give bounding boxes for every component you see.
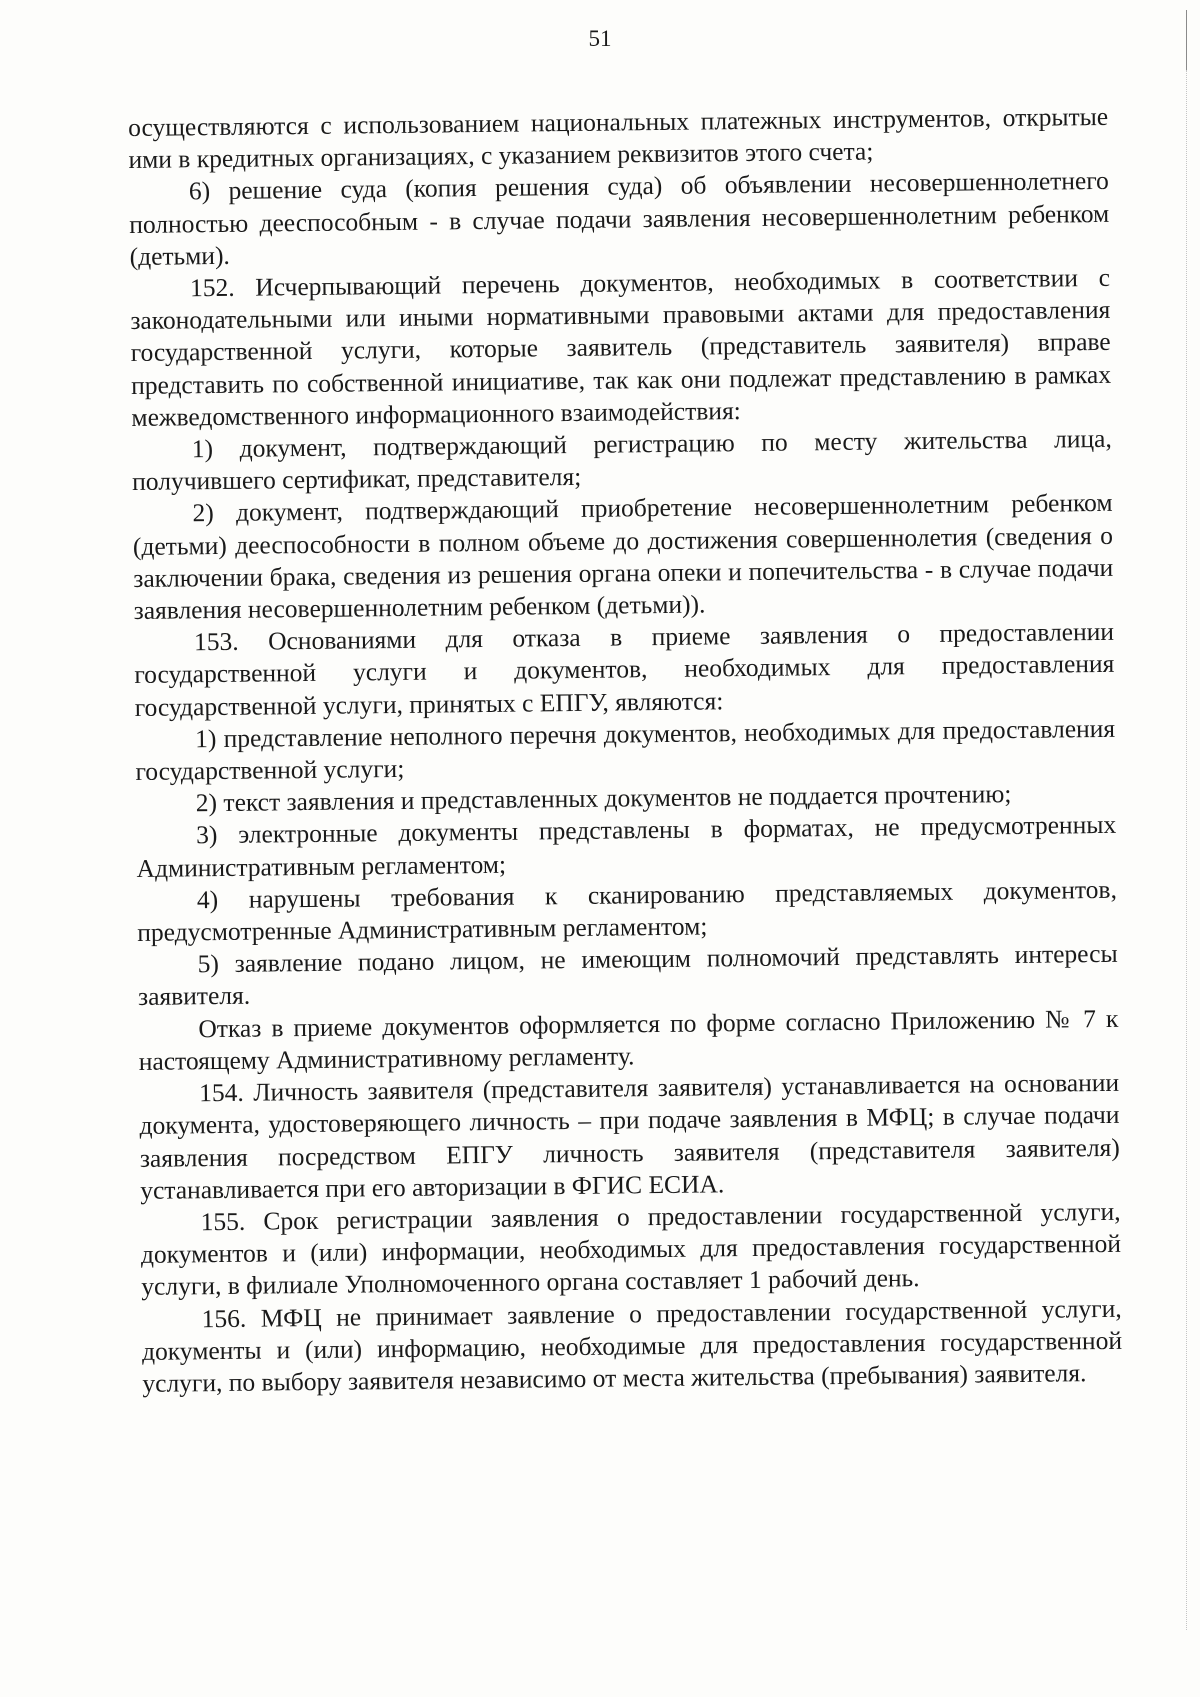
paragraph: 2) документ, подтверждающий приобретение несовершеннолетним ребенком (детьми) дееспособности в полном объеме до достижения совершеннолетия (сведения о заключении брака, сведения из решения органа опеки и попечительства - в случае подачи заявления несовершеннолетним ребенком (детьми)). — [132, 488, 1114, 626]
document-body — [128, 101, 1123, 1400]
paragraph: 155. Срок регистрации заявления о предоставлении государственной услуги, документов и (или) информации, необходимых для предоставления государственной услуги, в филиале Уполномоченного органа составляет 1 рабочий день. — [140, 1196, 1122, 1302]
paragraph: 153. Основаниями для отказа в приеме заявления о предоставлении государственной услуги и документов, необходимых для предоставления государственной услуги, принятых с ЕПГУ, являются: — [134, 617, 1115, 722]
scan-edge-dots — [1186, 70, 1187, 1630]
paragraph: 156. МФЦ не принимает заявление о предоставлении государственной услуги, документы и (или) информацию, необходимые для предоставления государственной услуги, по выбору заявителя независимо от места жительства (пребывания) заявителя. — [141, 1293, 1123, 1398]
paragraph: 1) документ, подтверждающий регистрацию по месту жительства лица, получившего сертификат, представителя; — [132, 423, 1112, 497]
paragraph: 3) электронные документы представлены в форматах, не предусмотренных Административным регламентом; — [136, 810, 1117, 883]
paragraph: 6) решение суда (копия решения суда) об объявлении несовершеннолетнего полностью дееспособным - в случае подачи заявления несовершеннолетним ребенком (детьми). — [129, 166, 1110, 271]
page-number: 51 — [588, 26, 612, 51]
paragraph: 154. Личность заявителя (представителя заявителя) устанавливается на основании документа, удостоверяющего личность – при подаче заявления в МФЦ; в случае подачи заявления посредством ЕПГУ личность заявителя (представителя заявителя) устанавливается при его авторизации в ФГИС ЕСИА. — [139, 1067, 1120, 1205]
paragraph: осуществляются с использованием национальных платежных инструментов, открытые ими в кредитных организациях, с указанием реквизитов этого счета; — [128, 101, 1109, 175]
paragraph: 152. Исчерпывающий перечень документов, необходимых в соответствии с законодательными или иными нормативными правовыми актами для предоставления государственной услуги, которые заявитель (представитель заявителя) вправе представить по собственной инициативе, так как они подлежат представлению в рамках межведомственного информационного взаимодействия: — [130, 262, 1112, 432]
paragraph: 5) заявление подано лицом, не имеющим полномочий представлять интересы заявителя. — [137, 939, 1118, 1012]
paragraph: Отказ в приеме документов оформляется по форме согласно Приложению № 7 к настоящему Административному регламенту. — [138, 1003, 1119, 1076]
paragraph: 2) текст заявления и представленных документов не поддается прочтению; — [195, 779, 1012, 818]
paragraph: 1) представление неполного перечня документов, необходимых для предоставления государственной услуги; — [135, 713, 1116, 787]
paragraph: 4) нарушены требования к сканированию представляемых документов, предусмотренные Административным регламентом; — [137, 874, 1118, 948]
